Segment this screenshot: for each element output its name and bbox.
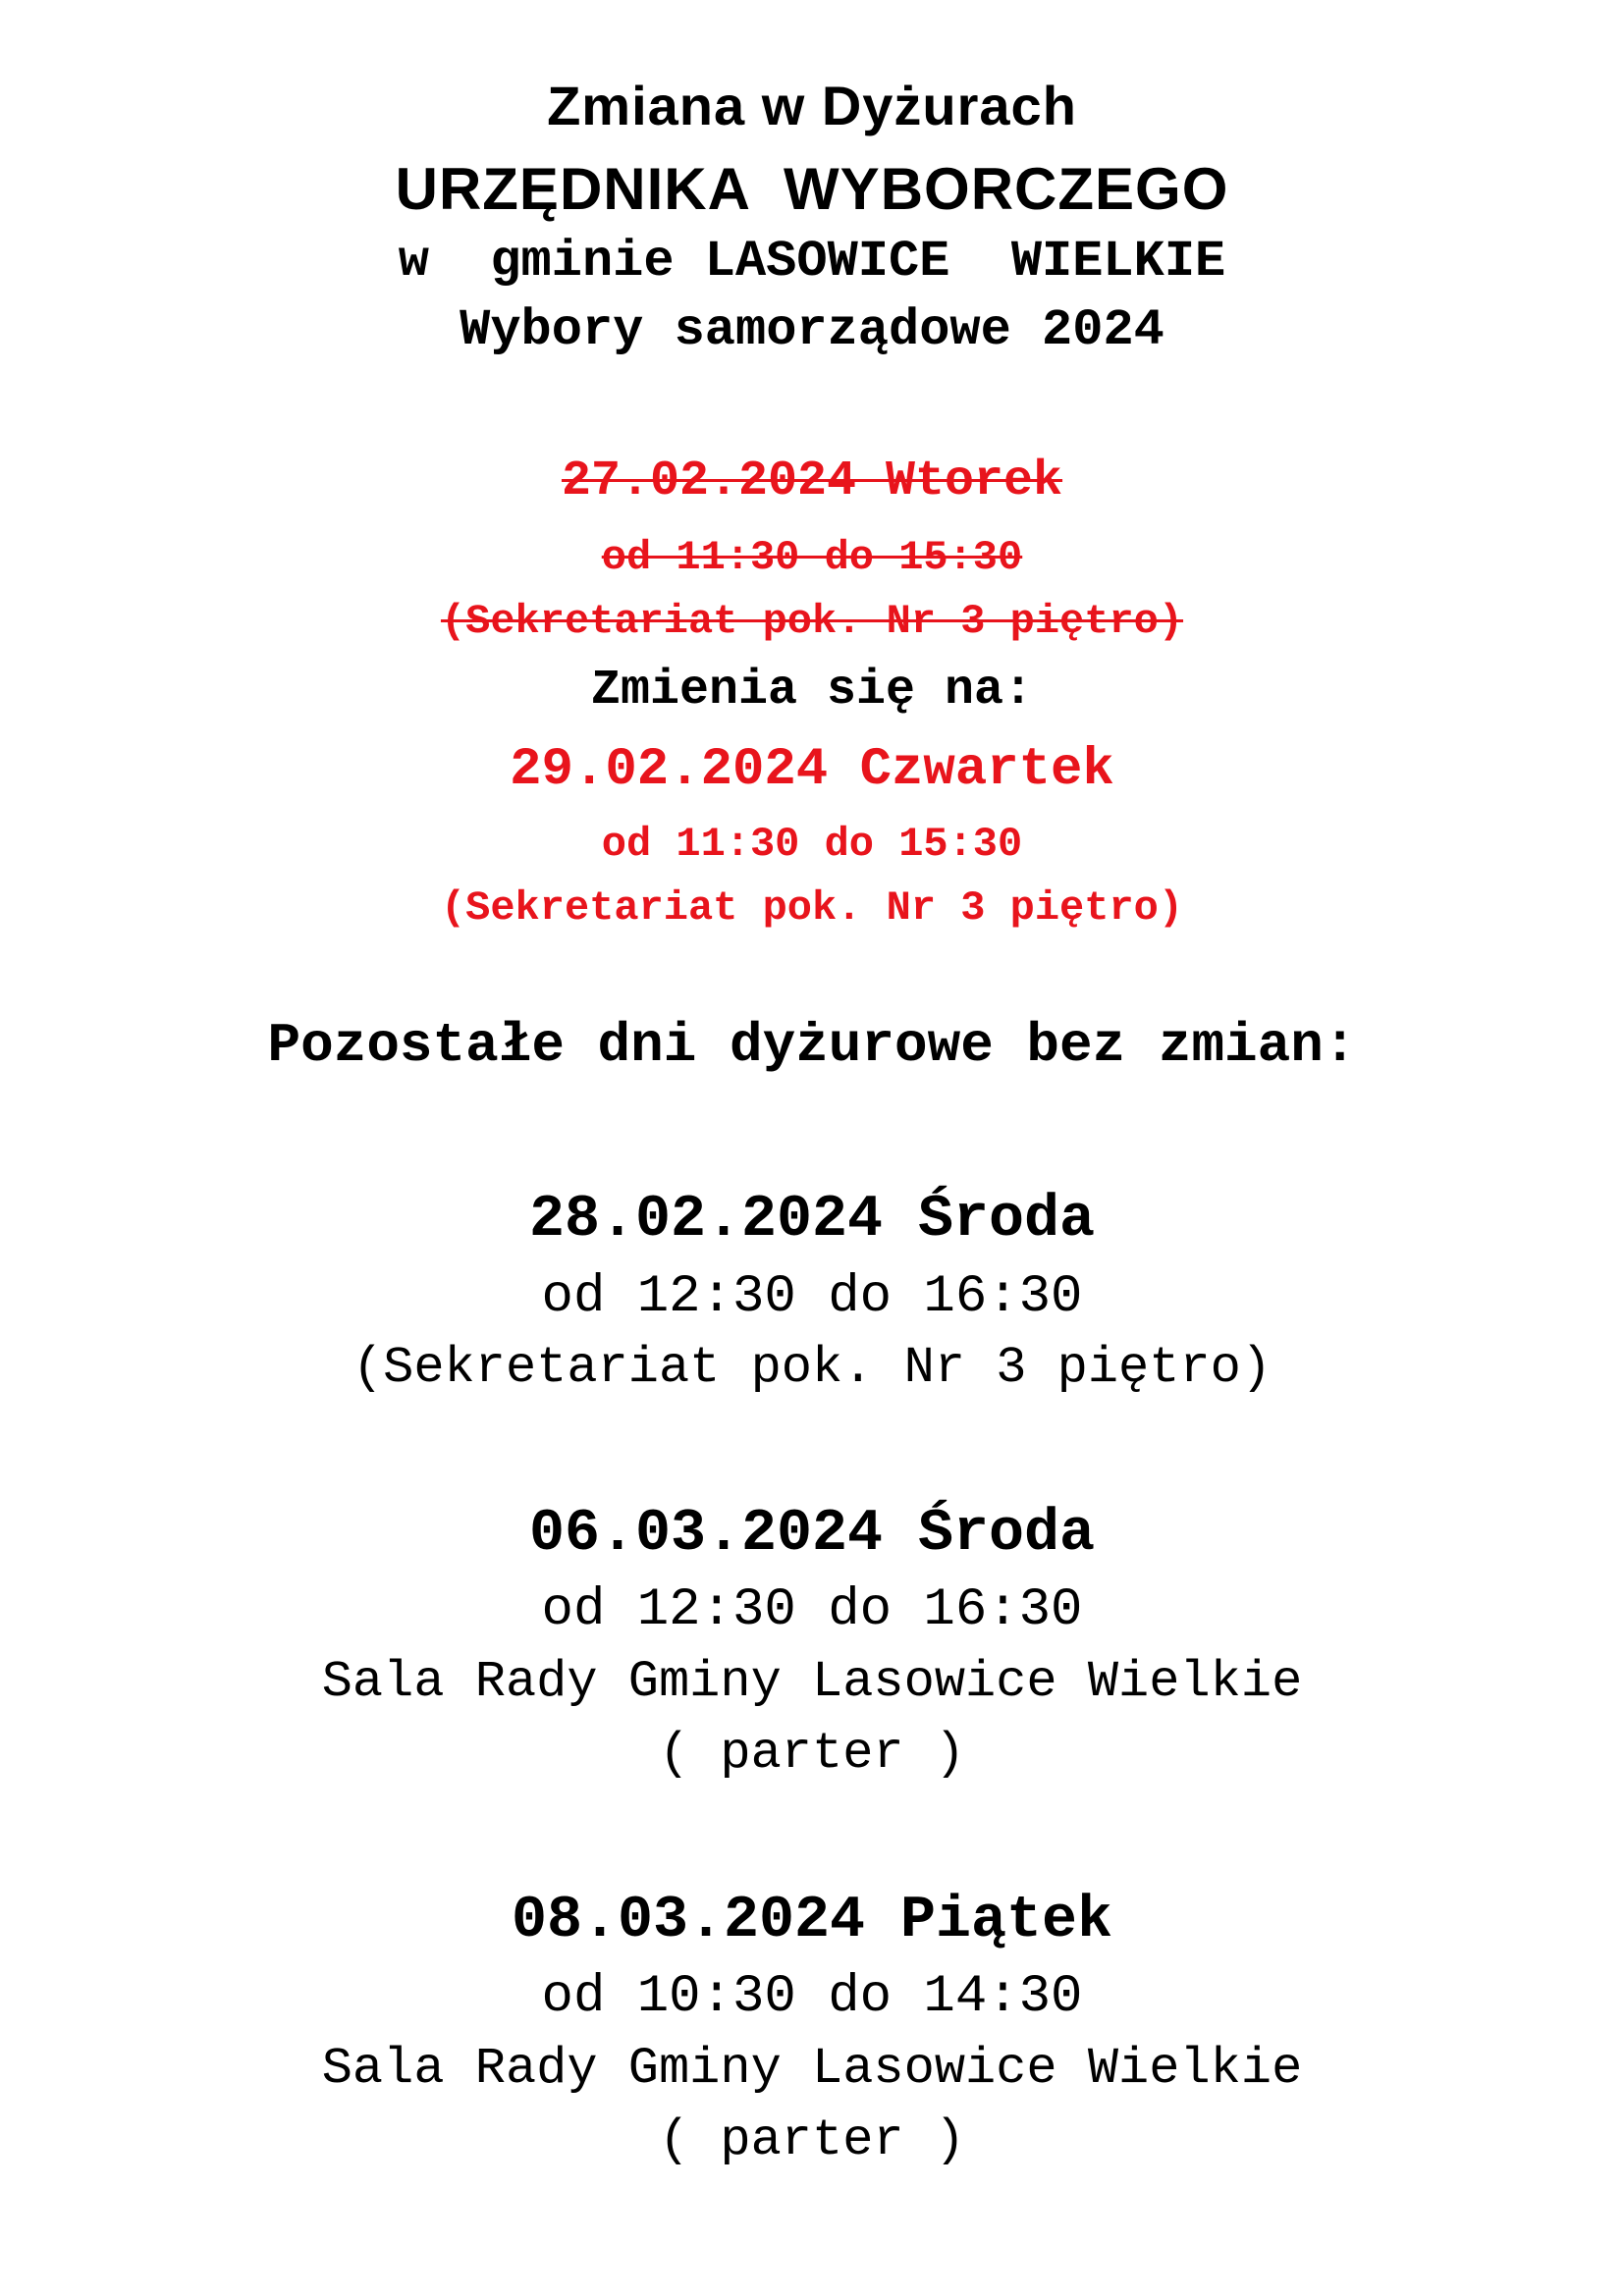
title-line-3: w gminie LASOWICE WIELKIE	[398, 233, 1226, 291]
cancelled-time: od 11:30 do 15:30	[601, 534, 1023, 581]
entry-place: (Sekretariat pok. Nr 3 piętro)	[352, 1339, 1272, 1397]
title-line-2: URZĘDNIKA WYBORCZEGO	[395, 156, 1229, 222]
replacement-time: od 11:30 do 15:30	[601, 821, 1023, 868]
others-heading: Pozostałe dni dyżurowe bez zmian:	[267, 1014, 1357, 1077]
entry-date: 06.03.2024 Środa	[528, 1501, 1096, 1568]
entry-place-note: ( parter )	[658, 2111, 966, 2169]
title-line-1: Zmiana w Dyżurach	[547, 75, 1077, 136]
replacement-date: 29.02.2024 Czwartek	[510, 740, 1114, 800]
entry-time: od 10:30 do 14:30	[541, 1967, 1083, 2027]
entry-date: 08.03.2024 Piątek	[511, 1888, 1113, 1954]
entry-place: Sala Rady Gminy Lasowice Wielkie	[321, 1653, 1303, 1711]
replacement-place: (Sekretariat pok. Nr 3 piętro)	[440, 884, 1184, 932]
cancelled-place: (Sekretariat pok. Nr 3 piętro)	[440, 598, 1184, 645]
entry-time: od 12:30 do 16:30	[541, 1267, 1083, 1327]
entry-date: 28.02.2024 Środa	[528, 1187, 1096, 1254]
entry-place-note: ( parter )	[658, 1725, 966, 1783]
entry-time: od 12:30 do 16:30	[541, 1580, 1083, 1640]
entry-place: Sala Rady Gminy Lasowice Wielkie	[321, 2040, 1303, 2098]
title-line-4: Wybory samorządowe 2024	[460, 301, 1164, 359]
change-label: Zmienia się na:	[590, 663, 1034, 719]
cancelled-date: 27.02.2024 Wtorek	[561, 454, 1063, 509]
